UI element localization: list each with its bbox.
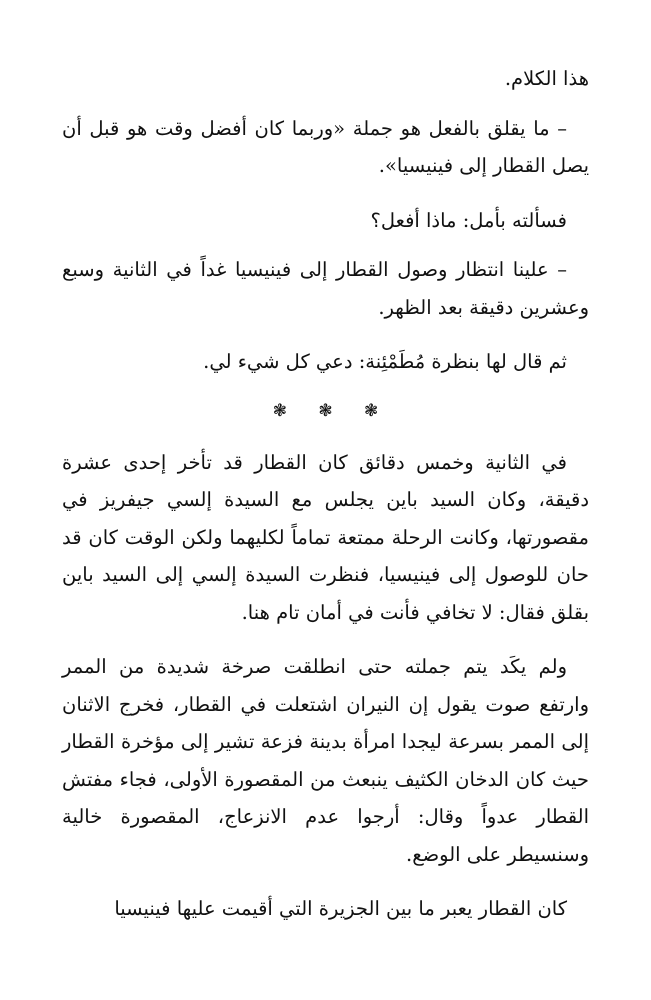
paragraph-text: هذا الكلام. xyxy=(504,67,589,90)
paragraph-text: فسألته بأمل: ماذا أفعل؟ xyxy=(370,208,567,232)
book-page xyxy=(62,60,589,1000)
paragraph-text: في الثانية وخمس دقائق كان القطار قد تأخر إحدى عشرة دقيقة، وكان السيد باين يجلس مع السيدة إلسي جيفريز في مقصورتها، وكانت الرحلة ممتعة تماماً لكليهما ولكن الوقت كان قد حان للوصول إلى فينيسيا، فنظرت السيدة إلسي إلى السيد باين بقلق فقال: لا تخافي فأنت في أمان تام هنا. xyxy=(62,450,589,624)
dialogue-paragraph: – علينا انتظار وصول القطار إلى فينيسيا غداً في الثانية وسبع وعشرين دقيقة بعد الظهر. xyxy=(62,258,589,319)
separator-ornament-icon: ❃ xyxy=(364,400,379,421)
separator-ornament-icon: ❃ xyxy=(318,400,333,421)
section-separator xyxy=(62,393,589,430)
paragraph-text: ولم يكَد يتم جملته حتى انطلقت صرخة شديدة من الممر وارتفع صوت يقول إن النيران اشتعلت في القطار، فخرج الاثنان إلى الممر بسرعة ليجدا امرأة بدينة فزعة تشير إلى مؤخرة القطار حيث كان الدخان الكثيف ينبعث من المقصورة الأولى، فجاء مفتش القطار عدواً وقال: أرجوا عدم الانزعاج، المقصورة خالية وسنسيطر على الوضع. xyxy=(62,655,589,866)
paragraph-text: كان القطار يعبر ما بين الجزيرة التي أقيمت عليها فينيسيا xyxy=(114,897,567,920)
dialogue-paragraph: – ما يقلق بالفعل هو جملة «وربما كان أفضل وقت هو قبل أن يصل القطار إلى فينيسيا». xyxy=(62,116,589,177)
paragraph-text: ثم قال لها بنظرة مُطَمْئِنة: دعي كل شيء لي. xyxy=(203,350,567,373)
separator-ornament-icon: ❃ xyxy=(272,400,287,421)
